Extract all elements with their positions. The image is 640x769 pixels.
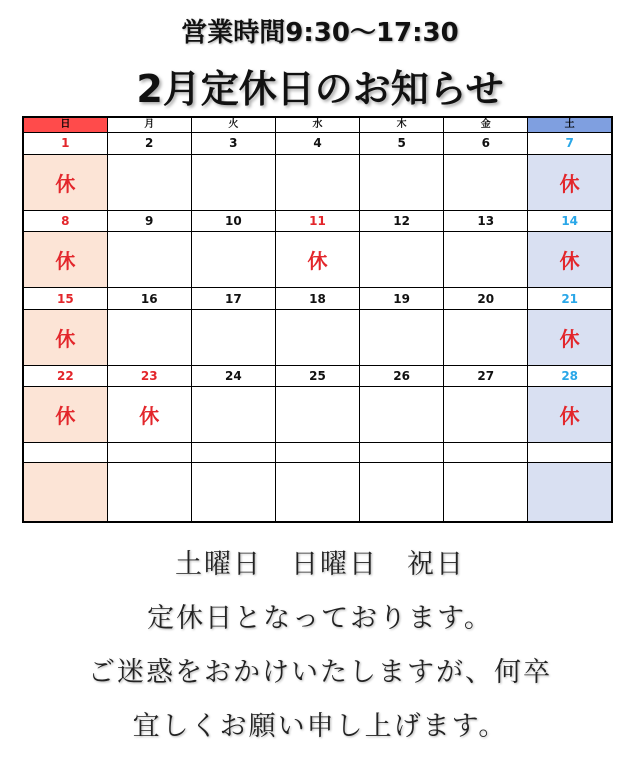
day-cell: [191, 387, 275, 443]
date-cell: 16: [107, 288, 191, 310]
date-cell: [444, 443, 528, 463]
weekday-header-row: [23, 117, 612, 133]
day-cell: [107, 232, 191, 288]
closed-mark: 休: [23, 387, 107, 443]
day-cell: [360, 387, 444, 443]
date-cell: 11: [275, 210, 359, 232]
week-3-dates: [23, 288, 612, 310]
day-cell: [444, 309, 528, 365]
day-cell: [107, 462, 191, 522]
date-cell: [360, 443, 444, 463]
week-3-marks: [23, 309, 612, 365]
date-cell: 23: [107, 365, 191, 387]
date-cell: [107, 443, 191, 463]
date-cell: 1: [23, 133, 107, 155]
weekday-sun: 日: [23, 117, 107, 133]
day-cell: [275, 387, 359, 443]
week-2-dates: [23, 210, 612, 232]
week-4-marks: [23, 387, 612, 443]
date-cell: 14: [528, 210, 612, 232]
weekday-fri: 金: [444, 117, 528, 133]
day-cell: [444, 387, 528, 443]
date-cell: 18: [275, 288, 359, 310]
date-cell: [275, 443, 359, 463]
weekday-mon: 月: [107, 117, 191, 133]
day-cell: [360, 462, 444, 522]
week-1-dates: [23, 133, 612, 155]
closed-mark: 休: [528, 387, 612, 443]
closed-mark: 休: [107, 387, 191, 443]
date-cell: 15: [23, 288, 107, 310]
day-cell: [191, 232, 275, 288]
day-cell: [275, 154, 359, 210]
date-cell: 9: [107, 210, 191, 232]
notice-line-2: 定休日となっております。: [147, 603, 493, 634]
week-1-marks: [23, 154, 612, 210]
date-cell: 12: [360, 210, 444, 232]
week-2-marks: [23, 232, 612, 288]
day-cell: [107, 309, 191, 365]
notice-line-3: ご迷惑をおかけいたしますが、何卒: [88, 657, 552, 688]
date-cell: 8: [23, 210, 107, 232]
date-cell: 13: [444, 210, 528, 232]
date-cell: [528, 443, 612, 463]
date-cell: 10: [191, 210, 275, 232]
day-cell: [360, 309, 444, 365]
date-cell: 28: [528, 365, 612, 387]
date-cell: 5: [360, 133, 444, 155]
closure-notice: [0, 545, 640, 761]
date-cell: 17: [191, 288, 275, 310]
day-cell: [444, 462, 528, 522]
date-cell: 7: [528, 133, 612, 155]
notice-line-1: 土曜日 日曜日 祝日: [175, 549, 465, 580]
closed-mark: 休: [528, 232, 612, 288]
week-4-dates: [23, 365, 612, 387]
date-cell: 2: [107, 133, 191, 155]
closed-mark: 休: [23, 232, 107, 288]
day-cell: [23, 462, 107, 522]
weekday-wed: 水: [275, 117, 359, 133]
date-cell: [191, 443, 275, 463]
week-5-marks: [23, 462, 612, 522]
business-hours: 営業時間9:30～17:30: [181, 18, 459, 48]
day-cell: [191, 309, 275, 365]
date-cell: 25: [275, 365, 359, 387]
day-cell: [191, 154, 275, 210]
weekday-sat: 土: [528, 117, 612, 133]
date-cell: 21: [528, 288, 612, 310]
date-cell: 27: [444, 365, 528, 387]
day-cell: [191, 462, 275, 522]
page-title: 2月定休日のお知らせ: [136, 67, 504, 111]
day-cell: [360, 232, 444, 288]
closed-mark: 休: [528, 309, 612, 365]
date-cell: 22: [23, 365, 107, 387]
date-cell: 26: [360, 365, 444, 387]
closed-mark: 休: [23, 154, 107, 210]
notice-line-4: 宜しくお願い申し上げます。: [132, 711, 508, 742]
date-cell: 24: [191, 365, 275, 387]
day-cell: [275, 309, 359, 365]
closed-mark: 休: [528, 154, 612, 210]
day-cell: [444, 232, 528, 288]
weekday-tue: 火: [191, 117, 275, 133]
date-cell: 3: [191, 133, 275, 155]
date-cell: 4: [275, 133, 359, 155]
day-cell: [444, 154, 528, 210]
date-cell: [23, 443, 107, 463]
day-cell: [275, 462, 359, 522]
closed-mark: 休: [23, 309, 107, 365]
day-cell: [360, 154, 444, 210]
date-cell: 19: [360, 288, 444, 310]
day-cell: [107, 154, 191, 210]
weekday-thu: 木: [360, 117, 444, 133]
day-cell: [528, 462, 612, 522]
week-5-dates: [23, 443, 612, 463]
calendar-table: [22, 116, 613, 523]
closed-mark: 休: [275, 232, 359, 288]
date-cell: 6: [444, 133, 528, 155]
date-cell: 20: [444, 288, 528, 310]
